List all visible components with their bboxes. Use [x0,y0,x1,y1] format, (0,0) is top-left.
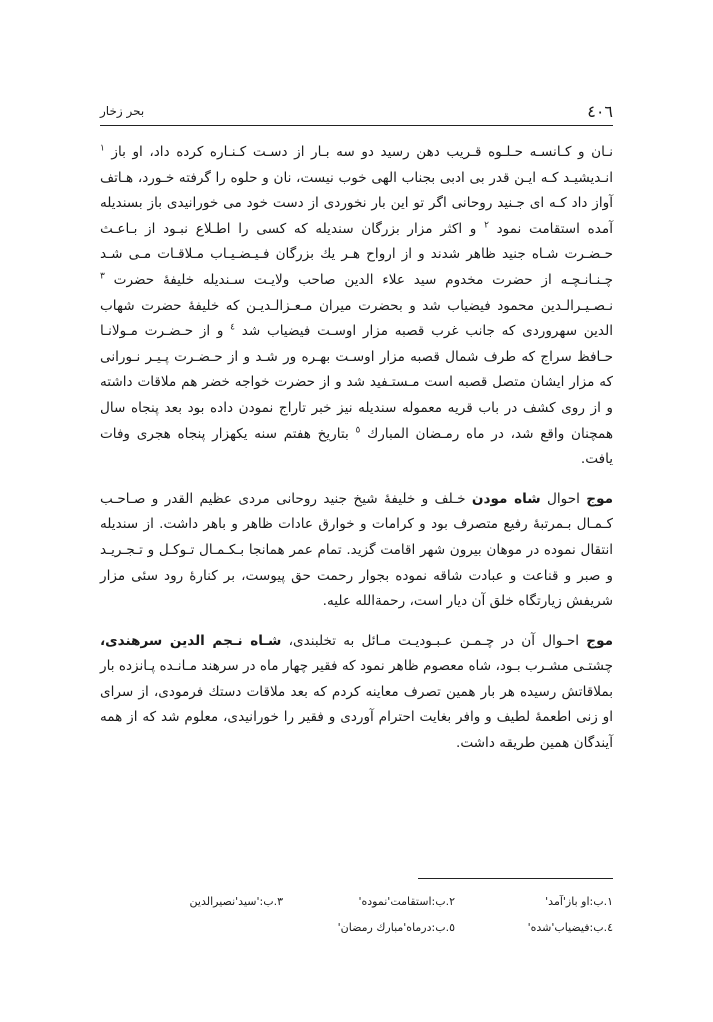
paragraph-2 [100,487,613,615]
section-label: موج [586,632,614,649]
page-header [100,102,613,124]
footnote-5: ٥.ب:درماه'مبارك رمضان' [337,921,455,934]
text-run: انـديشيـد كـه ايـن قدر بی ادبی بجناب الهی خوب نيست، نان و حلوه را گرفته خـورد، هـاتف آواز داد كـه ای جـنيد روحانی اگر تو اين بار نخوردی از دست خود می خورانيدی باز بسنديله آمده استقامت نمود [100,169,613,237]
footnote-1: ١.ب:او باز'آمد' [545,895,613,908]
footnote-ref-4[interactable]: ٤ [230,322,236,333]
header-rule [100,125,613,126]
footnotes [100,895,613,947]
person-name: شاه مودن [471,490,541,507]
running-head: بحر زخار [100,104,145,118]
footnote-ref-3[interactable]: ٣ [100,271,105,282]
footnote-rule [418,878,613,879]
text-run: نـان و كـانسـه حـلـوه قـريب دهن رسيد دو سه بـار از دسـت كـنـاره كرده داد، او باز [111,144,613,160]
text-run: چشتـی مشـرب بـود، شاه معصوم ظاهر نمود كه فقير چهار ماه در سرهند مـانـده پـانزده بار بملاقاتش رسيده هر بار همين تصرف معاينه كردم كه بعد ملاقات دستك فرمودی، از سرای او زنی اطعمهٔ لطيف و وافر بغايت احترام آوردی و فقير را خورانيدی، معلوم شد كه از همه آيندگان همين طريقه داشت. [100,658,613,752]
section-label: موج [586,490,614,507]
footnote-3: ٣.ب:'سيد'نصيرالدين [189,895,283,908]
text-run: احوال [547,490,580,507]
paragraph-3 [100,629,613,757]
footnote-ref-2[interactable]: ٢ [484,220,489,231]
footnote-2: ٢.ب:استقامت'نموده' [358,895,455,908]
text-run: و از حـضـرت مـولانـا حـافظ سراج كه طرف شمال قصبه مزار اوسـت بهـره ور شـد و از حـضـرت پـيـر نـورانی كه مزار ايشان متصل قصبه است مـستـفيد شد و از حضرت خواجه خضر هم ملاقات داشته و از روی كشف در باب قريه معموله سنديله نيز خبر تاراج نمودن داده بود بعد پنجاه سال همچنان واقع شد، در ماه رمـضان المبارك [100,323,614,442]
footnote-row [100,921,613,947]
text-run: بتاريخ هفتم سنه يكهزار پنجاه هجری وفات يافت. [100,425,613,468]
footnote-row [100,895,613,921]
person-name: شـاه نـجم الدين سرهندی، [100,632,282,649]
text-run: احـوال آن در چـمـن عـبـوديـت مـائل به تخلبندی، [288,632,580,649]
footnote-ref-1[interactable]: ١ [100,143,105,154]
text-run: و اكثر مزار بزرگان سنديله كه كسی را اطـلاع نبـود از بـاعـث حـضـرت شـاه جنيد ظاهر شدند و از ارواح هـر يك بزرگان فـيـضـيـاب مـلاقـات مـی شـد چـنـانـچـه از حضرت مخدوم سيد علاء الدين صاحب ولايـت سـنديله خليفهٔ حضرت [100,220,613,288]
page-number: ٤٠٦ [587,102,613,121]
footnote-ref-5[interactable]: ٥ [355,425,361,435]
main-text [100,140,613,757]
footnote-4: ٤.ب:فيضياب'شده' [527,921,613,934]
text-run: نـصـيـرالـدين محمود فيضياب شد و بحضرت ميران مـعـزالـديـن كه خليفهٔ حضرت شهاب الدين سهروردی كه جانب غرب قصبه مزار اوسـت فيضياب شد [100,297,613,340]
paragraph-1 [100,140,613,473]
text-run: خـلف و خليفهٔ شيخ جنيد روحانی مردی عظيم القدر و صـاحـب كـمـال بـمرتبهٔ رفيع متصرف بود و كرامات و خوارق عادات ظاهر و باهر داشت. از سنديله انتقال نموده در موهان بيرون شهر اقامت گزيد. تمام عمر همانجا بـكـمـال تـوكـل و تـجـريـد و صبر و قناعت و عبادت شاقه نموده بجوار رحمت حق پيوست، بر كنارهٔ رود سئی مزار شريفش زيارتگاه خلق آن ديار است، رحمةالله عليه. [100,490,613,610]
